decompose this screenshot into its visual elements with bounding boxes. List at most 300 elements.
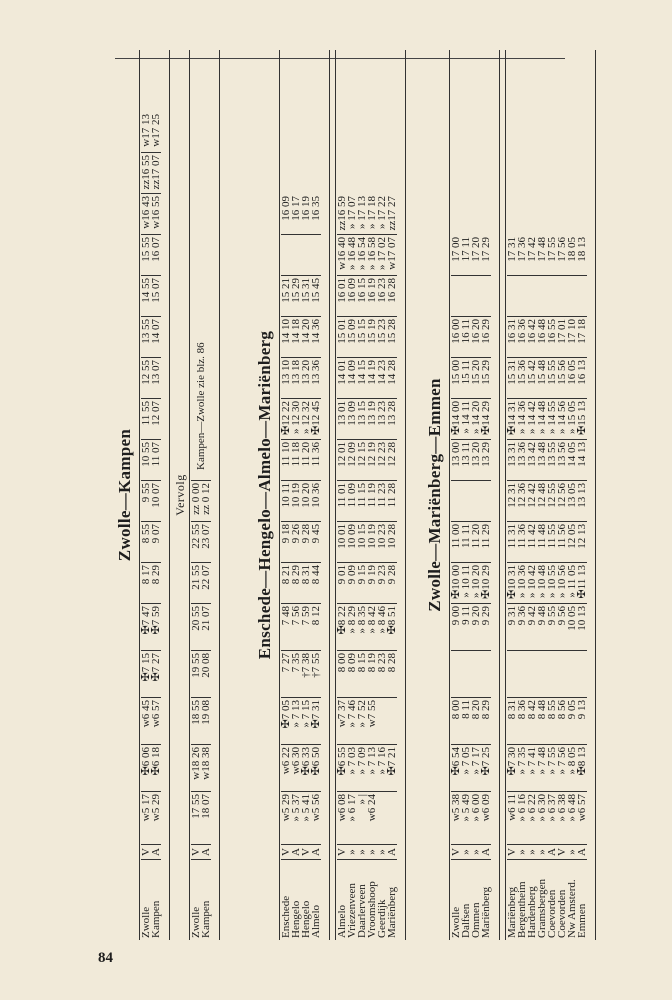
departure-time: 21 07 xyxy=(201,604,211,651)
departure-time: » 10 20 xyxy=(471,563,481,604)
departure-time: 15 28 xyxy=(387,317,397,358)
departure-time: 11 20 xyxy=(301,440,311,481)
departure-time: 12 31 xyxy=(507,481,517,522)
departure-time xyxy=(387,792,397,845)
departure-time xyxy=(557,276,567,317)
departure-time xyxy=(547,651,557,698)
departure-time: 15 55 xyxy=(141,235,151,276)
departure-time: 14 18 xyxy=(291,317,301,358)
departure-time: w16 43 xyxy=(141,194,151,235)
departure-time: 9 07 xyxy=(151,522,161,563)
departure-time: 16 36 xyxy=(517,317,527,358)
departure-time: » 7 15 xyxy=(301,698,311,745)
departure-time: ✠8 13 xyxy=(577,745,587,792)
departure-time: zz 0 12 xyxy=(201,481,211,522)
departure-time: 11 55 xyxy=(547,522,557,563)
departure-time: 17 29 xyxy=(481,235,491,276)
departure-time: 23 07 xyxy=(201,522,211,563)
departure-time: » 5 37 xyxy=(291,792,301,845)
departure-time: 7 35 xyxy=(291,651,301,698)
departure-time: » 14 11 xyxy=(461,399,471,440)
departure-time: 10 36 xyxy=(311,481,321,522)
departure-time: 9 00 xyxy=(451,604,461,651)
departure-time: 17 48 xyxy=(537,235,547,276)
departure-time: » 10 48 xyxy=(537,563,547,604)
station-name: Hengelo xyxy=(300,900,312,938)
departure-time: 16 09 xyxy=(281,194,291,235)
departure-time: 15 45 xyxy=(311,276,321,317)
departure-time: » 14 36 xyxy=(517,399,527,440)
departure-time: ✠7 25 xyxy=(481,745,491,792)
timetable xyxy=(141,112,161,940)
arrival-departure-marker: A xyxy=(291,845,301,860)
departure-time: 11 56 xyxy=(557,522,567,563)
departure-time: 17 00 xyxy=(451,235,461,276)
departure-time: 12 36 xyxy=(517,481,527,522)
arrival-departure-marker: » xyxy=(567,845,577,860)
arrival-departure-marker: A xyxy=(201,845,211,860)
departure-time xyxy=(527,276,537,317)
departure-time: 14 10 xyxy=(281,317,291,358)
station-name: Mariënberg xyxy=(506,886,518,938)
arrival-departure-marker: V xyxy=(281,845,291,860)
departure-time: » | xyxy=(357,792,367,845)
station-name: Zwolle xyxy=(140,906,152,938)
departure-time xyxy=(577,651,587,698)
departure-time: w5 29 xyxy=(151,792,161,845)
arrival-departure-marker: » xyxy=(471,845,481,860)
departure-time: » 16 48 xyxy=(347,235,357,276)
departure-time: 15 31 xyxy=(301,276,311,317)
departure-time: » 17 13 xyxy=(357,194,367,235)
departure-time: 17 31 xyxy=(507,235,517,276)
departure-time: » 7 52 xyxy=(357,698,367,745)
arrival-departure-marker: V xyxy=(337,845,347,860)
departure-time: » 7 09 xyxy=(357,745,367,792)
departure-time: 13 20 xyxy=(301,358,311,399)
departure-time: 13 19 xyxy=(367,399,377,440)
departure-time: 16 01 xyxy=(337,276,347,317)
departure-time: 11 28 xyxy=(387,481,397,522)
station-name: Hardenberg xyxy=(526,886,538,938)
departure-time: 11 18 xyxy=(291,440,301,481)
departure-time: 13 56 xyxy=(557,440,567,481)
station-name: Nw Amsterd. xyxy=(566,879,578,938)
departure-time: 9 55 xyxy=(141,481,151,522)
departure-time: 13 55 xyxy=(547,440,557,481)
departure-time: 8 31 xyxy=(507,698,517,745)
departure-time: 11 09 xyxy=(347,481,357,522)
departure-time: 8 17 xyxy=(141,563,151,604)
departure-time: » 8 42 xyxy=(367,604,377,651)
departure-time: ✠10 29 xyxy=(481,563,491,604)
departure-time: 13 31 xyxy=(507,440,517,481)
departure-time: 8 00 xyxy=(337,651,347,698)
departure-time: » 17 07 xyxy=(347,194,357,235)
departure-time: » 10 11 xyxy=(461,563,471,604)
departure-time: 14 01 xyxy=(337,358,347,399)
departure-time: 11 11 xyxy=(461,522,471,563)
station-name: Bergentheim xyxy=(516,881,528,938)
arrival-departure-marker: V xyxy=(451,845,461,860)
departure-time: 13 20 xyxy=(471,440,481,481)
departure-time: 8 29 xyxy=(481,698,491,745)
departure-time: w17 07 xyxy=(387,235,397,276)
departure-time: 10 19 xyxy=(291,481,301,522)
departure-time: 8 00 xyxy=(451,698,461,745)
arrival-departure-marker: » xyxy=(527,845,537,860)
departure-time: 13 55 xyxy=(141,317,151,358)
departure-time: 13 29 xyxy=(481,440,491,481)
departure-time: 17 01 xyxy=(557,317,567,358)
departure-time: » 6 17 xyxy=(347,792,357,845)
departure-time: 12 56 xyxy=(557,481,567,522)
departure-time: 12 13 xyxy=(577,522,587,563)
table-rule xyxy=(329,50,330,940)
departure-time: 15 23 xyxy=(377,317,387,358)
departure-time: w6 08 xyxy=(337,792,347,845)
departure-time: 13 23 xyxy=(377,399,387,440)
departure-time: ✠7 31 xyxy=(311,698,321,745)
departure-time: zz16 59 xyxy=(337,194,347,235)
departure-time: 11 19 xyxy=(367,481,377,522)
departure-time: 10 01 xyxy=(337,522,347,563)
departure-time: w16 40 xyxy=(337,235,347,276)
departure-time: » 17 02 xyxy=(377,235,387,276)
departure-time: 16 20 xyxy=(471,317,481,358)
departure-time: 15 56 xyxy=(557,358,567,399)
departure-time: w7 37 xyxy=(337,698,347,745)
station-name: Kampen xyxy=(150,900,162,938)
departure-time: 9 20 xyxy=(471,604,481,651)
departure-time: w6 09 xyxy=(481,792,491,845)
departure-time: » 7 03 xyxy=(347,745,357,792)
departure-time: 8 09 xyxy=(347,651,357,698)
departure-time: 14 09 xyxy=(347,358,357,399)
departure-time: w18 38 xyxy=(201,745,211,792)
departure-time xyxy=(461,651,471,698)
departure-time: » 14 55 xyxy=(547,399,557,440)
arrival-departure-marker: A xyxy=(547,845,557,860)
departure-time: 13 01 xyxy=(337,399,347,440)
departure-time: ✠14 00 xyxy=(451,399,461,440)
departure-time: 7 56 xyxy=(291,604,301,651)
departure-time: 7 48 xyxy=(281,604,291,651)
departure-time: 15 31 xyxy=(507,358,517,399)
departure-time: » 7 13 xyxy=(291,698,301,745)
departure-time: 21 55 xyxy=(191,563,201,604)
departure-time xyxy=(451,651,461,698)
departure-time: 13 18 xyxy=(291,358,301,399)
departure-time xyxy=(461,481,471,522)
departure-time: » 6 38 xyxy=(557,792,567,845)
departure-time: 9 28 xyxy=(301,522,311,563)
departure-time: ✠14 31 xyxy=(507,399,517,440)
departure-time: 15 48 xyxy=(537,358,547,399)
arrival-departure-marker: V xyxy=(191,845,201,860)
departure-time: 13 07 xyxy=(151,358,161,399)
departure-time: 13 09 xyxy=(347,399,357,440)
departure-time: » 12 32 xyxy=(301,399,311,440)
departure-time: 13 11 xyxy=(461,440,471,481)
departure-time: 8 28 xyxy=(387,651,397,698)
departure-time: 12 01 xyxy=(337,440,347,481)
departure-time: 22 07 xyxy=(201,563,211,604)
departure-time: 20 55 xyxy=(191,604,201,651)
station-name: Daarlerveen xyxy=(356,884,368,938)
departure-time xyxy=(281,235,291,276)
station-name: Coevorden xyxy=(556,889,568,938)
departure-time: 12 05 xyxy=(567,522,577,563)
departure-time: 11 36 xyxy=(311,440,321,481)
page-number: 84 xyxy=(98,950,113,966)
departure-time xyxy=(387,698,397,745)
departure-time: » 6 37 xyxy=(547,792,557,845)
departure-time: ✠7 47 xyxy=(141,604,151,651)
departure-time: 16 19 xyxy=(301,194,311,235)
station-name: Emmen xyxy=(576,903,588,938)
departure-time: » 15 05 xyxy=(567,399,577,440)
departure-time: 16 09 xyxy=(347,276,357,317)
station-name: Ommen xyxy=(470,902,482,938)
departure-time xyxy=(527,651,537,698)
departure-time: w5 29 xyxy=(281,792,291,845)
departure-time: » 10 42 xyxy=(527,563,537,604)
departure-time: 10 05 xyxy=(567,604,577,651)
departure-time: » 10 56 xyxy=(557,563,567,604)
departure-time: 12 15 xyxy=(357,440,367,481)
departure-time xyxy=(557,651,567,698)
arrival-departure-marker: » xyxy=(377,845,387,860)
departure-time xyxy=(547,276,557,317)
departure-time: 14 19 xyxy=(367,358,377,399)
table-rule xyxy=(595,50,596,940)
departure-time: 17 36 xyxy=(517,235,527,276)
departure-time: » 7 41 xyxy=(527,745,537,792)
departure-time: 11 15 xyxy=(357,481,367,522)
departure-time xyxy=(471,651,481,698)
departure-time: » 7 48 xyxy=(537,745,547,792)
departure-time: ✠7 21 xyxy=(387,745,397,792)
departure-time: 8 55 xyxy=(547,698,557,745)
departure-time: 15 21 xyxy=(281,276,291,317)
arrival-departure-marker: A xyxy=(577,845,587,860)
departure-time: w6 57 xyxy=(151,698,161,745)
table-rule xyxy=(405,50,406,940)
departure-time: 9 45 xyxy=(311,522,321,563)
departure-time xyxy=(377,792,387,845)
departure-time: 9 15 xyxy=(357,563,367,604)
station-name: Vriezenveen xyxy=(346,883,358,938)
departure-time: 8 29 xyxy=(291,563,301,604)
departure-time: zz17 07 xyxy=(151,153,161,194)
departure-time: ✠14 29 xyxy=(481,399,491,440)
departure-time xyxy=(567,651,577,698)
departure-time xyxy=(537,276,547,317)
departure-time: zz16 55 xyxy=(141,153,151,194)
departure-time: 15 29 xyxy=(481,358,491,399)
table-row xyxy=(481,235,491,940)
departure-time: 10 13 xyxy=(577,604,587,651)
departure-time: » 14 42 xyxy=(527,399,537,440)
departure-time: 14 05 xyxy=(567,440,577,481)
departure-time: 12 23 xyxy=(377,440,387,481)
departure-time: ✠11 13 xyxy=(577,563,587,604)
departure-time: 8 29 xyxy=(151,563,161,604)
departure-time: 8 21 xyxy=(281,563,291,604)
departure-time: w5 38 xyxy=(451,792,461,845)
departure-time: ✠6 33 xyxy=(301,745,311,792)
departure-time: 8 55 xyxy=(141,522,151,563)
departure-time: 12 07 xyxy=(151,399,161,440)
departure-time: 19 55 xyxy=(191,651,201,698)
departure-time: ✠6 54 xyxy=(451,745,461,792)
departure-time: ✠15 13 xyxy=(577,399,587,440)
departure-time: 12 48 xyxy=(537,481,547,522)
departure-time: 15 07 xyxy=(151,276,161,317)
arrival-departure-marker: » xyxy=(367,845,377,860)
departure-time: 16 17 xyxy=(291,194,301,235)
departure-time: 17 10 xyxy=(567,317,577,358)
table-rule xyxy=(169,50,170,940)
departure-time xyxy=(451,481,461,522)
departure-time: zz17 27 xyxy=(387,194,397,235)
departure-time: ✠6 55 xyxy=(337,745,347,792)
departure-time: w6 24 xyxy=(367,792,377,845)
departure-time: ✠6 06 xyxy=(141,745,151,792)
station-name: Almelo xyxy=(336,905,348,938)
departure-time: 9 28 xyxy=(387,563,397,604)
departure-time: 16 23 xyxy=(377,276,387,317)
departure-time: 12 55 xyxy=(141,358,151,399)
departure-time: zz 0 00 xyxy=(191,481,201,522)
section-title: Enschede—Hengelo—Almelo—Mariënberg xyxy=(255,330,274,660)
departure-time: 16 29 xyxy=(481,317,491,358)
departure-time: 17 55 xyxy=(547,235,557,276)
departure-time: 12 19 xyxy=(367,440,377,481)
station-name: Almelo xyxy=(310,905,322,938)
departure-time: w6 11 xyxy=(507,792,517,845)
departure-time: 14 07 xyxy=(151,317,161,358)
station-name: Vroomshoop xyxy=(366,881,378,938)
departure-time: 8 48 xyxy=(537,698,547,745)
departure-time: 11 20 xyxy=(471,522,481,563)
departure-time: » 8 29 xyxy=(347,604,357,651)
departure-time: 16 05 xyxy=(567,358,577,399)
departure-time: w17 25 xyxy=(151,112,161,153)
departure-time: 16 00 xyxy=(451,317,461,358)
departure-time xyxy=(461,276,471,317)
timetable xyxy=(451,235,491,940)
departure-time: 18 05 xyxy=(567,235,577,276)
table-row xyxy=(387,194,397,940)
departure-time: » 5 49 xyxy=(461,792,471,845)
departure-time: 9 36 xyxy=(517,604,527,651)
departure-time: 11 31 xyxy=(507,522,517,563)
departure-time xyxy=(577,276,587,317)
departure-time: 16 48 xyxy=(537,317,547,358)
departure-time: 16 19 xyxy=(367,276,377,317)
departure-time: » 14 20 xyxy=(471,399,481,440)
departure-time xyxy=(291,235,301,276)
departure-time: †7 38 xyxy=(301,651,311,698)
departure-time: 11 23 xyxy=(377,481,387,522)
departure-time: » 8 05 xyxy=(567,745,577,792)
departure-time: 8 11 xyxy=(461,698,471,745)
departure-time: 11 48 xyxy=(537,522,547,563)
departure-time: 15 29 xyxy=(291,276,301,317)
departure-time: 9 09 xyxy=(347,563,357,604)
departure-time: 19 08 xyxy=(201,698,211,745)
station-name: Mariënberg xyxy=(386,886,398,938)
station-name: Coevorden xyxy=(546,889,558,938)
departure-time: 14 55 xyxy=(141,276,151,317)
departure-time: » 10 55 xyxy=(547,563,557,604)
departure-time: » 6 30 xyxy=(537,792,547,845)
departure-time xyxy=(507,276,517,317)
table-row xyxy=(311,194,321,940)
arrival-departure-marker: A xyxy=(311,845,321,860)
rotated-page-content xyxy=(115,50,588,940)
arrival-departure-marker: A xyxy=(481,845,491,860)
departure-time: 7 27 xyxy=(281,651,291,698)
departure-time: 12 09 xyxy=(347,440,357,481)
departure-time: 8 20 xyxy=(471,698,481,745)
departure-time: » 5 41 xyxy=(301,792,311,845)
departure-time: 9 42 xyxy=(527,604,537,651)
departure-time: 8 12 xyxy=(311,604,321,651)
departure-time: » 7 17 xyxy=(471,745,481,792)
departure-time: 15 15 xyxy=(357,317,367,358)
departure-time: » 6 22 xyxy=(527,792,537,845)
departure-time xyxy=(451,276,461,317)
departure-time xyxy=(517,276,527,317)
departure-time: » 17 18 xyxy=(367,194,377,235)
departure-time: 11 42 xyxy=(527,522,537,563)
cross-reference-note: Kampen—Zwolle zie blz. 86 xyxy=(191,340,211,480)
departure-time: ✠10 00 xyxy=(451,563,461,604)
departure-time: 16 28 xyxy=(387,276,397,317)
departure-time: 9 26 xyxy=(291,522,301,563)
arrival-departure-marker: V xyxy=(301,845,311,860)
departure-time: 9 55 xyxy=(547,604,557,651)
departure-time: 14 20 xyxy=(301,317,311,358)
departure-time: 13 36 xyxy=(517,440,527,481)
departure-time: w5 56 xyxy=(311,792,321,845)
departure-time: 9 01 xyxy=(337,563,347,604)
departure-time: 8 42 xyxy=(527,698,537,745)
departure-time: 18 13 xyxy=(577,235,587,276)
departure-time: 16 13 xyxy=(577,358,587,399)
departure-time: ✠7 59 xyxy=(151,604,161,651)
departure-time: » 7 16 xyxy=(377,745,387,792)
station-name: Mariënberg xyxy=(480,886,492,938)
departure-time: ✠8 51 xyxy=(387,604,397,651)
departure-time: 14 28 xyxy=(387,358,397,399)
departure-time xyxy=(567,276,577,317)
departure-time: 16 35 xyxy=(311,194,321,235)
departure-time: 22 55 xyxy=(191,522,201,563)
departure-time: ✠7 05 xyxy=(281,698,291,745)
departure-time: w6 22 xyxy=(281,745,291,792)
arrival-departure-marker: » xyxy=(537,845,547,860)
departure-time: 17 18 xyxy=(577,317,587,358)
departure-time: 11 07 xyxy=(151,440,161,481)
departure-time xyxy=(471,481,481,522)
arrival-departure-marker: » xyxy=(347,845,357,860)
station-name: Hengelo xyxy=(290,900,302,938)
departure-time: 18 07 xyxy=(201,792,211,845)
